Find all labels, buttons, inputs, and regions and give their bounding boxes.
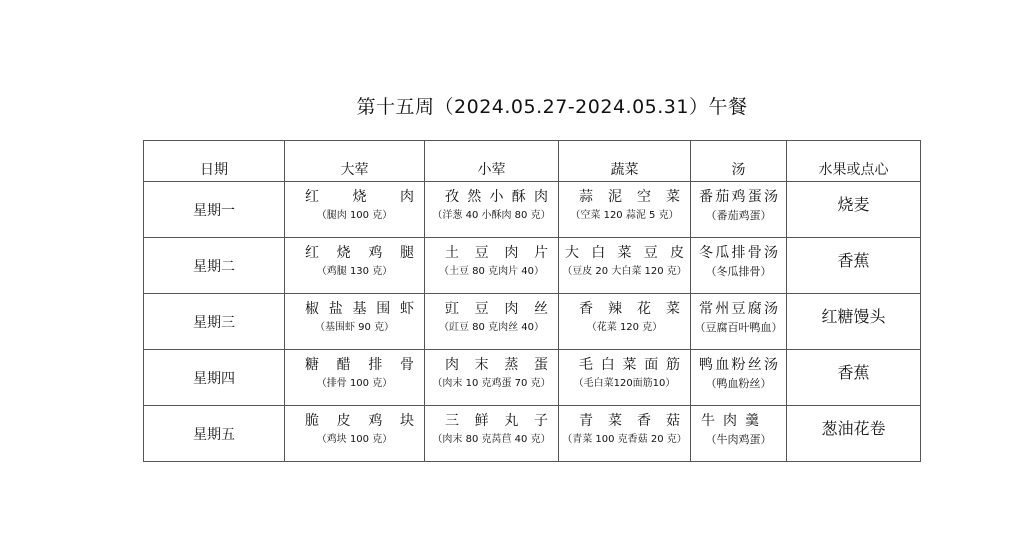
soup-cell [691, 294, 787, 350]
dish-detail: （冬瓜排骨） [705, 264, 772, 278]
dish-name: 冬瓜排骨汤 [699, 244, 778, 261]
dish-name: 红烧肉 [305, 188, 414, 205]
big-meat-cell [285, 350, 425, 406]
header-date: 日期 [144, 141, 285, 182]
dish-detail: （空菜 120 蒜泥 5 克） [570, 209, 679, 221]
fruit-cell [787, 238, 921, 294]
dish-name: 牛肉羹 [701, 412, 767, 429]
small-meat-cell [425, 406, 559, 462]
table-row [144, 294, 921, 350]
day-cell: 星期四 [144, 350, 285, 406]
dish-name: 鸭血粉丝汤 [699, 356, 778, 373]
big-meat-cell [285, 406, 425, 462]
day-cell: 星期三 [144, 294, 285, 350]
dish-name: 豇豆肉丝 [445, 300, 548, 317]
dish-name: 椒盐基围虾 [305, 300, 414, 317]
soup-cell [691, 350, 787, 406]
dish-detail: （排骨 100 克） [316, 377, 393, 389]
small-meat-cell [425, 182, 559, 238]
dish-name: 脆皮鸡块 [305, 412, 414, 429]
dish-name: 香辣花菜 [579, 300, 680, 317]
dish-name: 糖醋排骨 [305, 356, 414, 373]
dish-detail: （鸡块 100 克） [316, 433, 393, 445]
header-fruit-snack: 水果或点心 [787, 141, 921, 182]
fruit-cell [787, 182, 921, 238]
table-row [144, 406, 921, 462]
soup-cell [691, 238, 787, 294]
dish-detail: （肉末 10 克鸡蛋 70 克） [432, 377, 551, 389]
vegetable-cell [559, 238, 691, 294]
small-meat-cell [425, 350, 559, 406]
dish-detail: （豆皮 20 大白菜 120 克） [562, 265, 687, 277]
dish-name: 大白菜豆皮 [565, 244, 684, 261]
dish-detail: （牛肉鸡蛋） [705, 432, 772, 446]
dish-name: 土豆肉片 [445, 244, 548, 261]
header-vegetable: 蔬菜 [559, 141, 691, 182]
dish-detail: （毛白菜120面筋10） [573, 377, 676, 389]
vegetable-cell [559, 294, 691, 350]
dish-name: 毛白菜面筋 [579, 356, 680, 373]
page-title: 第十五周（2024.05.27-2024.05.31）午餐 [356, 96, 748, 118]
header-row [144, 141, 921, 182]
dish-detail: （番茄鸡蛋） [705, 208, 772, 222]
day-cell: 星期二 [144, 238, 285, 294]
fruit-name: 香蕉 [837, 363, 870, 382]
vegetable-cell [559, 406, 691, 462]
vegetable-cell [559, 350, 691, 406]
header-big-meat: 大荤 [285, 141, 425, 182]
fruit-name: 红糖馒头 [821, 307, 886, 326]
table-row [144, 350, 921, 406]
dish-name: 蒜泥空菜 [579, 188, 680, 205]
lunch-menu-table [143, 140, 921, 462]
dish-detail: （基围虾 90 克） [314, 321, 395, 333]
dish-detail: （豇豆 80 克肉丝 40） [439, 321, 544, 333]
day-cell: 星期一 [144, 182, 285, 238]
fruit-cell [787, 294, 921, 350]
dish-name: 青菜香菇 [579, 412, 680, 429]
dish-name: 常州豆腐汤 [699, 300, 778, 317]
dish-name: 孜然小酥肉 [445, 188, 548, 205]
soup-cell [691, 406, 787, 462]
big-meat-cell [285, 294, 425, 350]
dish-detail: （花菜 120 克） [586, 321, 663, 333]
table-row [144, 182, 921, 238]
dish-detail: （洋葱 40 小酥肉 80 克） [432, 209, 551, 221]
dish-detail: （鸭血粉丝） [705, 376, 772, 390]
small-meat-cell [425, 294, 559, 350]
vegetable-cell [559, 182, 691, 238]
header-soup: 汤 [691, 141, 787, 182]
header-small-meat: 小荤 [425, 141, 559, 182]
dish-name: 三鲜丸子 [445, 412, 548, 429]
dish-name: 肉末蒸蛋 [445, 356, 548, 373]
fruit-name: 烧麦 [837, 195, 870, 214]
dish-detail: （土豆 80 克肉片 40） [439, 265, 544, 277]
big-meat-cell [285, 182, 425, 238]
big-meat-cell [285, 238, 425, 294]
dish-detail: （豆腐百叶鸭血） [694, 320, 783, 334]
dish-name: 番茄鸡蛋汤 [699, 188, 778, 205]
dish-detail: （肉末 80 克莴苣 40 克） [432, 433, 551, 445]
fruit-cell [787, 406, 921, 462]
dish-detail: （鸡腿 130 克） [316, 265, 393, 277]
small-meat-cell [425, 238, 559, 294]
soup-cell [691, 182, 787, 238]
fruit-name: 葱油花卷 [821, 419, 886, 438]
day-cell: 星期五 [144, 406, 285, 462]
table-row [144, 238, 921, 294]
dish-detail: （青菜 100 克香菇 20 克） [562, 433, 687, 445]
fruit-cell [787, 350, 921, 406]
fruit-name: 香蕉 [837, 251, 870, 270]
dish-detail: （腿肉 100 克） [316, 209, 393, 221]
dish-name: 红烧鸡腿 [305, 244, 414, 261]
